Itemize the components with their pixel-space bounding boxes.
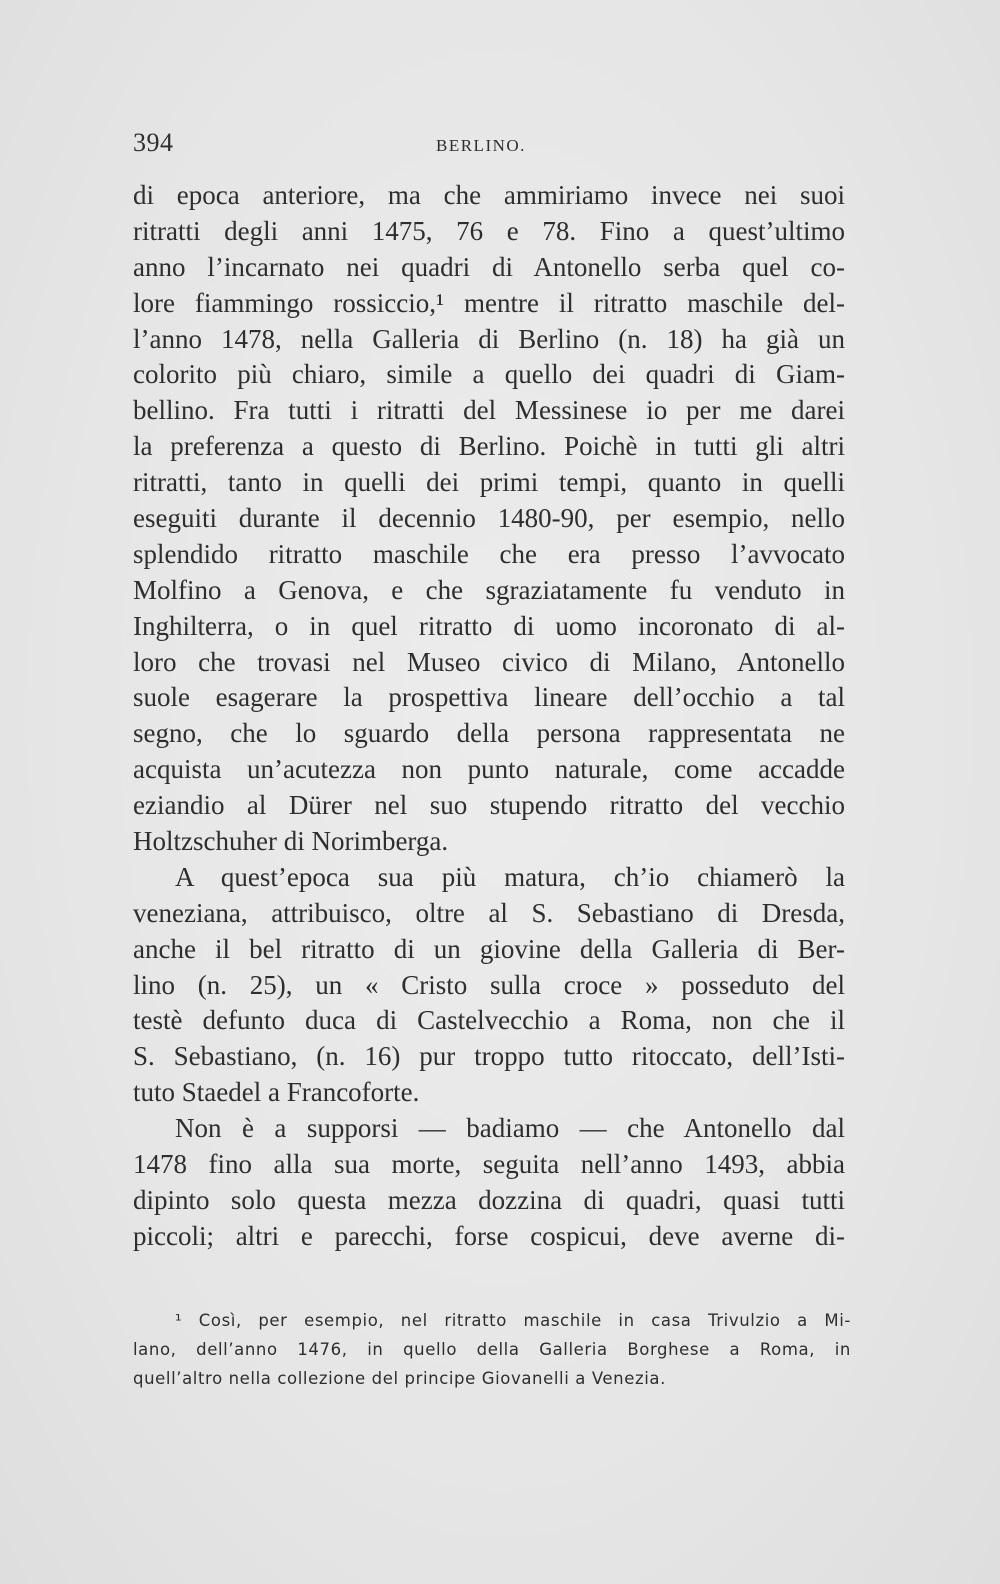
text-line: lore fiammingo rossiccio,¹ mentre il ritratto maschile del- <box>133 287 845 318</box>
footnotes <box>133 1306 851 1393</box>
text-line: l’anno 1478, nella Galleria di Berlino (n. 18) ha già un <box>133 323 845 354</box>
text-line: ritratti degli anni 1475, 76 e 78. Fino a quest’ultimo <box>133 215 845 246</box>
text-line: segno, che lo sguardo della persona rappresentata ne <box>133 718 845 749</box>
text-line: Molfino a Genova, e che sgraziatamente fu venduto in <box>133 574 845 605</box>
footnote-line: lano, dell’anno 1476, in quello della Galleria Borghese a Roma, in <box>133 1340 851 1359</box>
text-line: lino (n. 25), un « Cristo sulla croce » posseduto del <box>133 969 845 1000</box>
text-line: la preferenza a questo di Berlino. Poichè in tutti gli altri <box>133 431 845 462</box>
text-line: Inghilterra, o in quel ritratto di uomo incoronato di al- <box>133 610 845 641</box>
footnote-line: quell’altro nella collezione del principe Giovanelli a Venezia. <box>133 1369 666 1388</box>
text-line: eseguiti durante il decennio 1480-90, per esempio, nello <box>133 503 845 534</box>
text-line: ritratti, tanto in quelli dei primi tempi, quanto in quelli <box>133 467 845 498</box>
page-number: 394 <box>133 128 174 157</box>
text-line: anche il bel ritratto di un giovine della Galleria di Ber- <box>133 933 845 964</box>
running-head: BERLINO. <box>436 136 526 155</box>
text-line: anno l’incarnato nei quadri di Antonello serba quel co- <box>133 251 845 282</box>
text-line: piccoli; altri e parecchi, forse cospicui, deve averne di- <box>133 1220 845 1251</box>
text-line: 1478 fino alla sua morte, seguita nell’anno 1493, abbia <box>133 1149 845 1180</box>
text-line: veneziana, attribuisco, oltre al S. Sebastiano di Dresda, <box>133 897 845 928</box>
text-line: colorito più chiaro, simile a quello dei quadri di Giam- <box>133 359 845 390</box>
text-line: splendido ritratto maschile che era presso l’avvocato <box>133 538 845 569</box>
text-line: eziandio al Dürer nel suo stupendo ritratto del vecchio <box>133 790 845 821</box>
text-line: acquista un’acutezza non punto naturale, come accadde <box>133 754 845 785</box>
body-text <box>133 178 845 1255</box>
text-line: dipinto solo questa mezza dozzina di quadri, quasi tutti <box>133 1184 845 1215</box>
page-header <box>133 128 845 164</box>
text-line: loro che trovasi nel Museo civico di Milano, Antonello <box>133 646 845 677</box>
text-line: bellino. Fra tutti i ritratti del Messinese io per me darei <box>133 395 845 426</box>
text-line: Holtzschuher di Norimberga. <box>133 826 449 857</box>
footnote-line: ¹ Così, per esempio, nel ritratto maschile in casa Trivulzio a Mi- <box>175 1311 851 1330</box>
text-line: suole esagerare la prospettiva lineare dell’occhio a tal <box>133 682 845 713</box>
text-line: S. Sebastiano, (n. 16) pur troppo tutto ritoccato, dell’Isti- <box>133 1041 845 1072</box>
text-line: Non è a supporsi — badiamo — che Antonello dal <box>175 1113 845 1144</box>
text-line: tuto Staedel a Francoforte. <box>133 1077 420 1108</box>
text-line: A quest’epoca sua più matura, ch’io chiamerò la <box>175 861 845 892</box>
text-line: di epoca anteriore, ma che ammiriamo invece nei suoi <box>133 180 845 210</box>
text-line: testè defunto duca di Castelvecchio a Roma, non che il <box>133 1005 845 1036</box>
